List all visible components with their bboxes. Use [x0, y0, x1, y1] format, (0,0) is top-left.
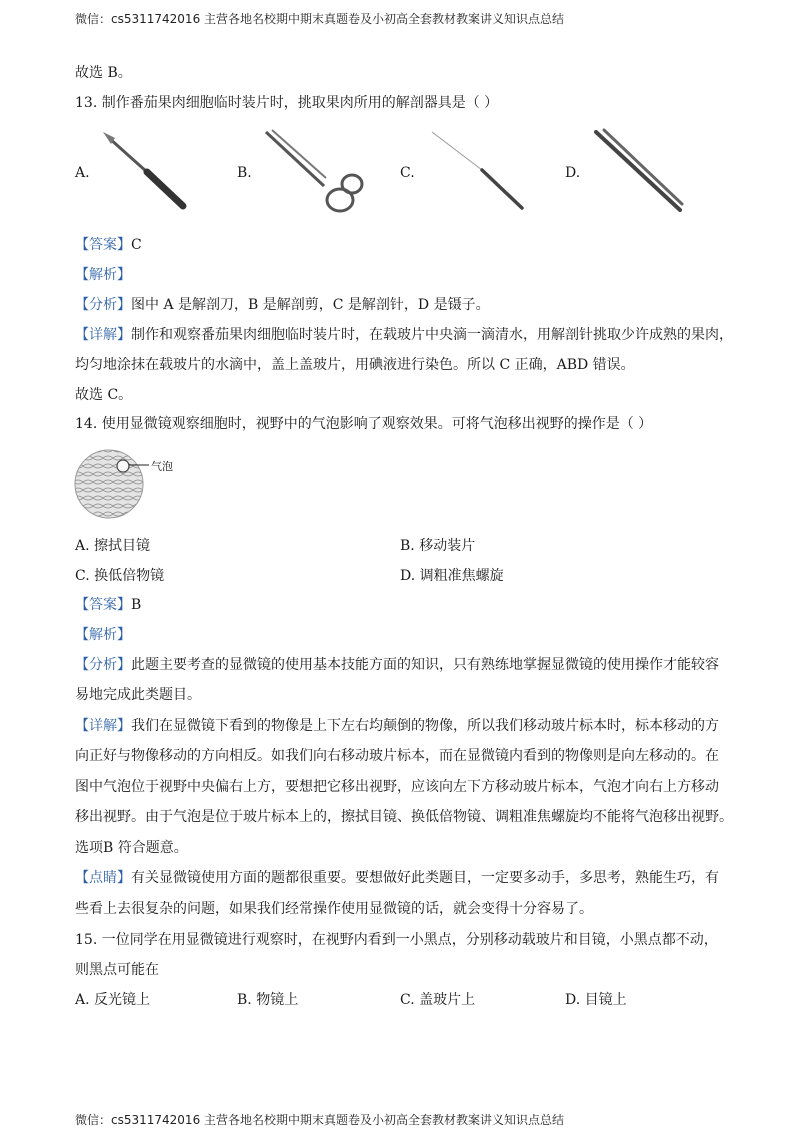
q14-option-a: A. 擦拭目镜: [75, 538, 151, 554]
q14-fenxi-label: 【分析】: [75, 657, 131, 673]
q14-option-b: B. 移动装片: [400, 538, 476, 554]
q15-stem-line2: 则黑点可能在: [75, 962, 159, 978]
q13-answer-value: C: [131, 237, 142, 253]
q14-answer-value: B: [131, 597, 142, 613]
scalpel-icon: [95, 128, 195, 213]
q13-option-b-label: B.: [237, 165, 252, 181]
page-footer: 微信：cs5311742016 主营各地名校期中期末真题卷及小初高全套教材教案讲义知识点总结: [75, 1113, 565, 1127]
q14-detail-line1: 我们在显微镜下看到的物像是上下左右均颠倒的物像，所以我们移动玻片标本时，标本移动的方: [131, 718, 719, 734]
q14-fenxi-line2: 易地完成此类题目。: [75, 687, 201, 703]
page-header: 微信：cs5311742016 主营各地名校期中期末真题卷及小初高全套教材教案讲义知识点总结: [75, 12, 565, 26]
q13-detail-line1: 制作和观察番茄果肉细胞临时装片时，在载玻片中央滴一滴清水，用解剖针挑取少许成熟的果肉，: [131, 327, 733, 343]
previous-answer-conclusion: 故选 B。: [75, 65, 132, 81]
q15-option-b: B. 物镜上: [237, 992, 299, 1008]
q15-option-c: C. 盖玻片上: [400, 992, 476, 1008]
q14-detail-line5: 选项B 符合题意。: [75, 840, 188, 856]
q15-stem-line1: 15. 一位同学在用显微镜进行观察时，在视野内看到一小黑点，分别移动载玻片和目镜，小黑点都不动，: [75, 932, 718, 948]
microscope-field-icon: [73, 446, 193, 522]
q13-answer: [75, 235, 142, 255]
q14-analysis-label: 【解析】: [75, 627, 131, 643]
q13-stem: 13. 制作番茄果肉细胞临时装片时，挑取果肉所用的解剖器具是（ ）: [75, 95, 499, 111]
q13-answer-label: 【答案】: [75, 237, 131, 253]
tweezers-icon: [592, 128, 687, 218]
scissors-icon: [262, 128, 367, 216]
q13-option-c-label: C.: [400, 165, 415, 181]
q14-option-c: C. 换低倍物镜: [75, 568, 165, 584]
q14-answer: [75, 595, 141, 615]
q15-option-a: A. 反光镜上: [75, 992, 151, 1008]
q14-tip-line1: 有关显微镜使用方面的题都很重要。要想做好此类题目，一定要多动手，多思考，熟能生巧，有: [131, 870, 719, 886]
q14-detail-label: 【详解】: [75, 718, 131, 734]
q13-fenxi-text: 图中 A 是解剖刀，B 是解剖剪，C 是解剖针，D 是镊子。: [131, 297, 490, 313]
q15-option-d: D. 目镜上: [565, 992, 627, 1008]
q13-option-d-label: D.: [565, 165, 581, 181]
q13-analysis-label: 【解析】: [75, 267, 131, 283]
q14-answer-label: 【答案】: [75, 597, 131, 613]
q14-detail-line3: 图中气泡位于视野中央偏右上方，要想把它移出视野，应该向左下方移动玻片标本，气泡才向右上方移动: [75, 779, 719, 795]
q14-fenxi-line1: 此题主要考查的显微镜的使用基本技能方面的知识，只有熟练地掌握显微镜的使用操作才能较容: [131, 657, 719, 673]
q14-option-d: D. 调粗准焦螺旋: [400, 568, 504, 584]
q14-detail: [75, 716, 719, 736]
q13-fenxi-label: 【分析】: [75, 297, 131, 313]
q14-detail-line4: 移出视野。由于气泡是位于玻片标本上的，擦拭目镜、换低倍物镜、调粗准焦螺旋均不能将气泡移出视野。: [75, 809, 733, 825]
q13-detail-line2: 均匀地涂抹在载玻片的水滴中，盖上盖玻片，用碘液进行染色。所以 C 正确，ABD 错误。: [75, 357, 635, 373]
q14-tip-line2: 些看上去很复杂的问题，如果我们经常操作使用显微镜的话，就会变得十分容易了。: [75, 901, 593, 917]
q14-fenxi: [75, 655, 719, 675]
dissecting-needle-icon: [428, 128, 528, 213]
q13-detail: [75, 325, 733, 345]
q14-tip: [75, 868, 719, 888]
q14-detail-line2: 向正好与物像移动的方向相反。如我们向右移动玻片标本，而在显微镜内看到的物像则是向左移动的。在: [75, 748, 719, 764]
bubble-label: 气泡: [151, 460, 173, 473]
q14-stem: 14. 使用显微镜观察细胞时，视野中的气泡影响了观察效果。可将气泡移出视野的操作是（ ）: [75, 416, 653, 432]
q14-tip-label: 【点睛】: [75, 870, 131, 886]
q13-detail-label: 【详解】: [75, 327, 131, 343]
q13-fenxi: [75, 295, 490, 315]
q13-conclusion: 故选 C。: [75, 387, 133, 403]
q13-option-a-label: A.: [75, 165, 90, 181]
